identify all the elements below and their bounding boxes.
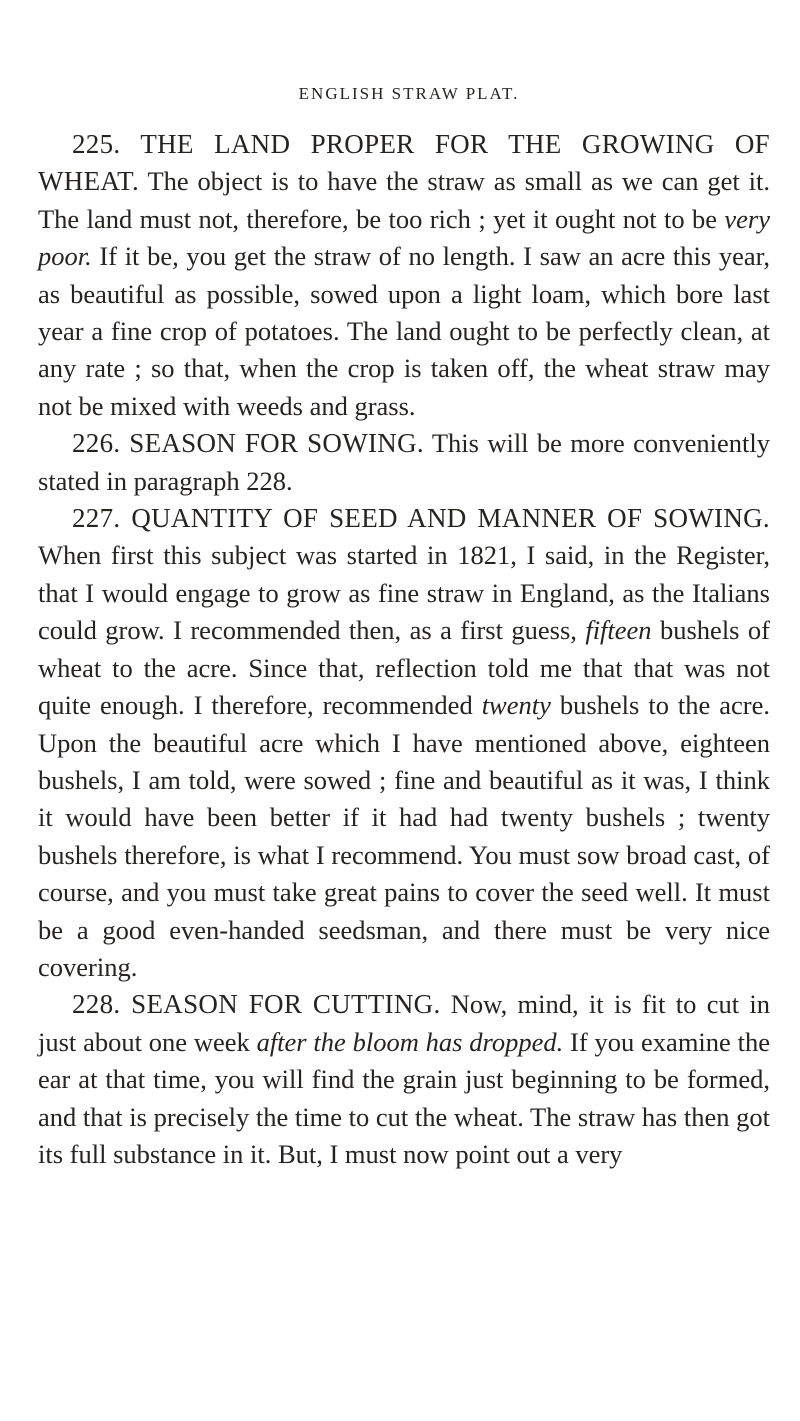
paragraph-227-text-c: bushels to the acre. Upon the beautiful acre which I have mentioned above, eighteen bushels, I am told, were sowed ; fine and beautiful as it was, I think it would have been better if it had had twenty bushels ; twenty bushels therefore, is what I recommend. You must sow broad cast, of course, and you must take great pains to cover the seed well. It must be a good even-handed seedsman, and there must be very nice covering. [38, 690, 771, 982]
paragraph-227-text-b: bushels of wheat to the acre. Since that, reflection told me that that was not quite enough. I therefore, recommended [38, 615, 770, 721]
paragraph-228 [38, 986, 770, 1173]
paragraph-226-text-a: This will be more conveniently stated in paragraph 228. [38, 428, 770, 496]
paragraph-225 [38, 126, 770, 425]
paragraph-228-text-a: Now, mind, it is fit to cut in just about one week [38, 989, 770, 1057]
paragraph-227 [38, 500, 770, 986]
paragraph-227-text-a: When first this subject was started in 1821, I said, in the Register, that I would engage to grow as fine straw in England, as the Italians could grow. I recommended then, as a first guess, [38, 540, 770, 646]
paragraph-227-heading: 227. QUANTITY OF SEED AND MANNER OF SOWING. [72, 503, 770, 534]
paragraph-225-emphasis: very poor. [38, 203, 770, 272]
paragraph-228-text-b: If you examine the ear at that time, you will find the grain just beginning to be formed, and that is precisely the time to cut the wheat. The straw has then got its full substance in it. But, I must now point out a very [38, 1026, 770, 1169]
paragraph-226-heading: 226. SEASON FOR SOWING. [72, 428, 424, 459]
paragraph-228-heading: 228. SEASON FOR CUTTING. [72, 989, 441, 1020]
paragraph-225-text-b: If it be, you get the straw of no length. I saw an acre this year, as beautiful as possible, sowed upon a light loam, which bore last year a fine crop of potatoes. The land ought to be perfectly clean, at any rate ; so that, when the crop is taken off, the wheat straw may not be mixed with weeds and grass. [38, 241, 770, 421]
running-head: ENGLISH STRAW PLAT. [298, 84, 520, 103]
paragraph-225-text-a: The object is to have the straw as small as we can get it. The land must not, therefore, be too rich ; yet it ought not to be [38, 166, 770, 234]
paragraph-228-emphasis: after the bloom has dropped. [256, 1026, 564, 1057]
paragraph-227-emphasis-b: twenty [481, 690, 551, 721]
paragraph-226 [38, 425, 770, 500]
paragraph-225-heading: 225. THE LAND PROPER FOR THE GROWING OF WHEAT. [38, 129, 770, 197]
paragraph-227-emphasis-a: fifteen [585, 615, 652, 646]
